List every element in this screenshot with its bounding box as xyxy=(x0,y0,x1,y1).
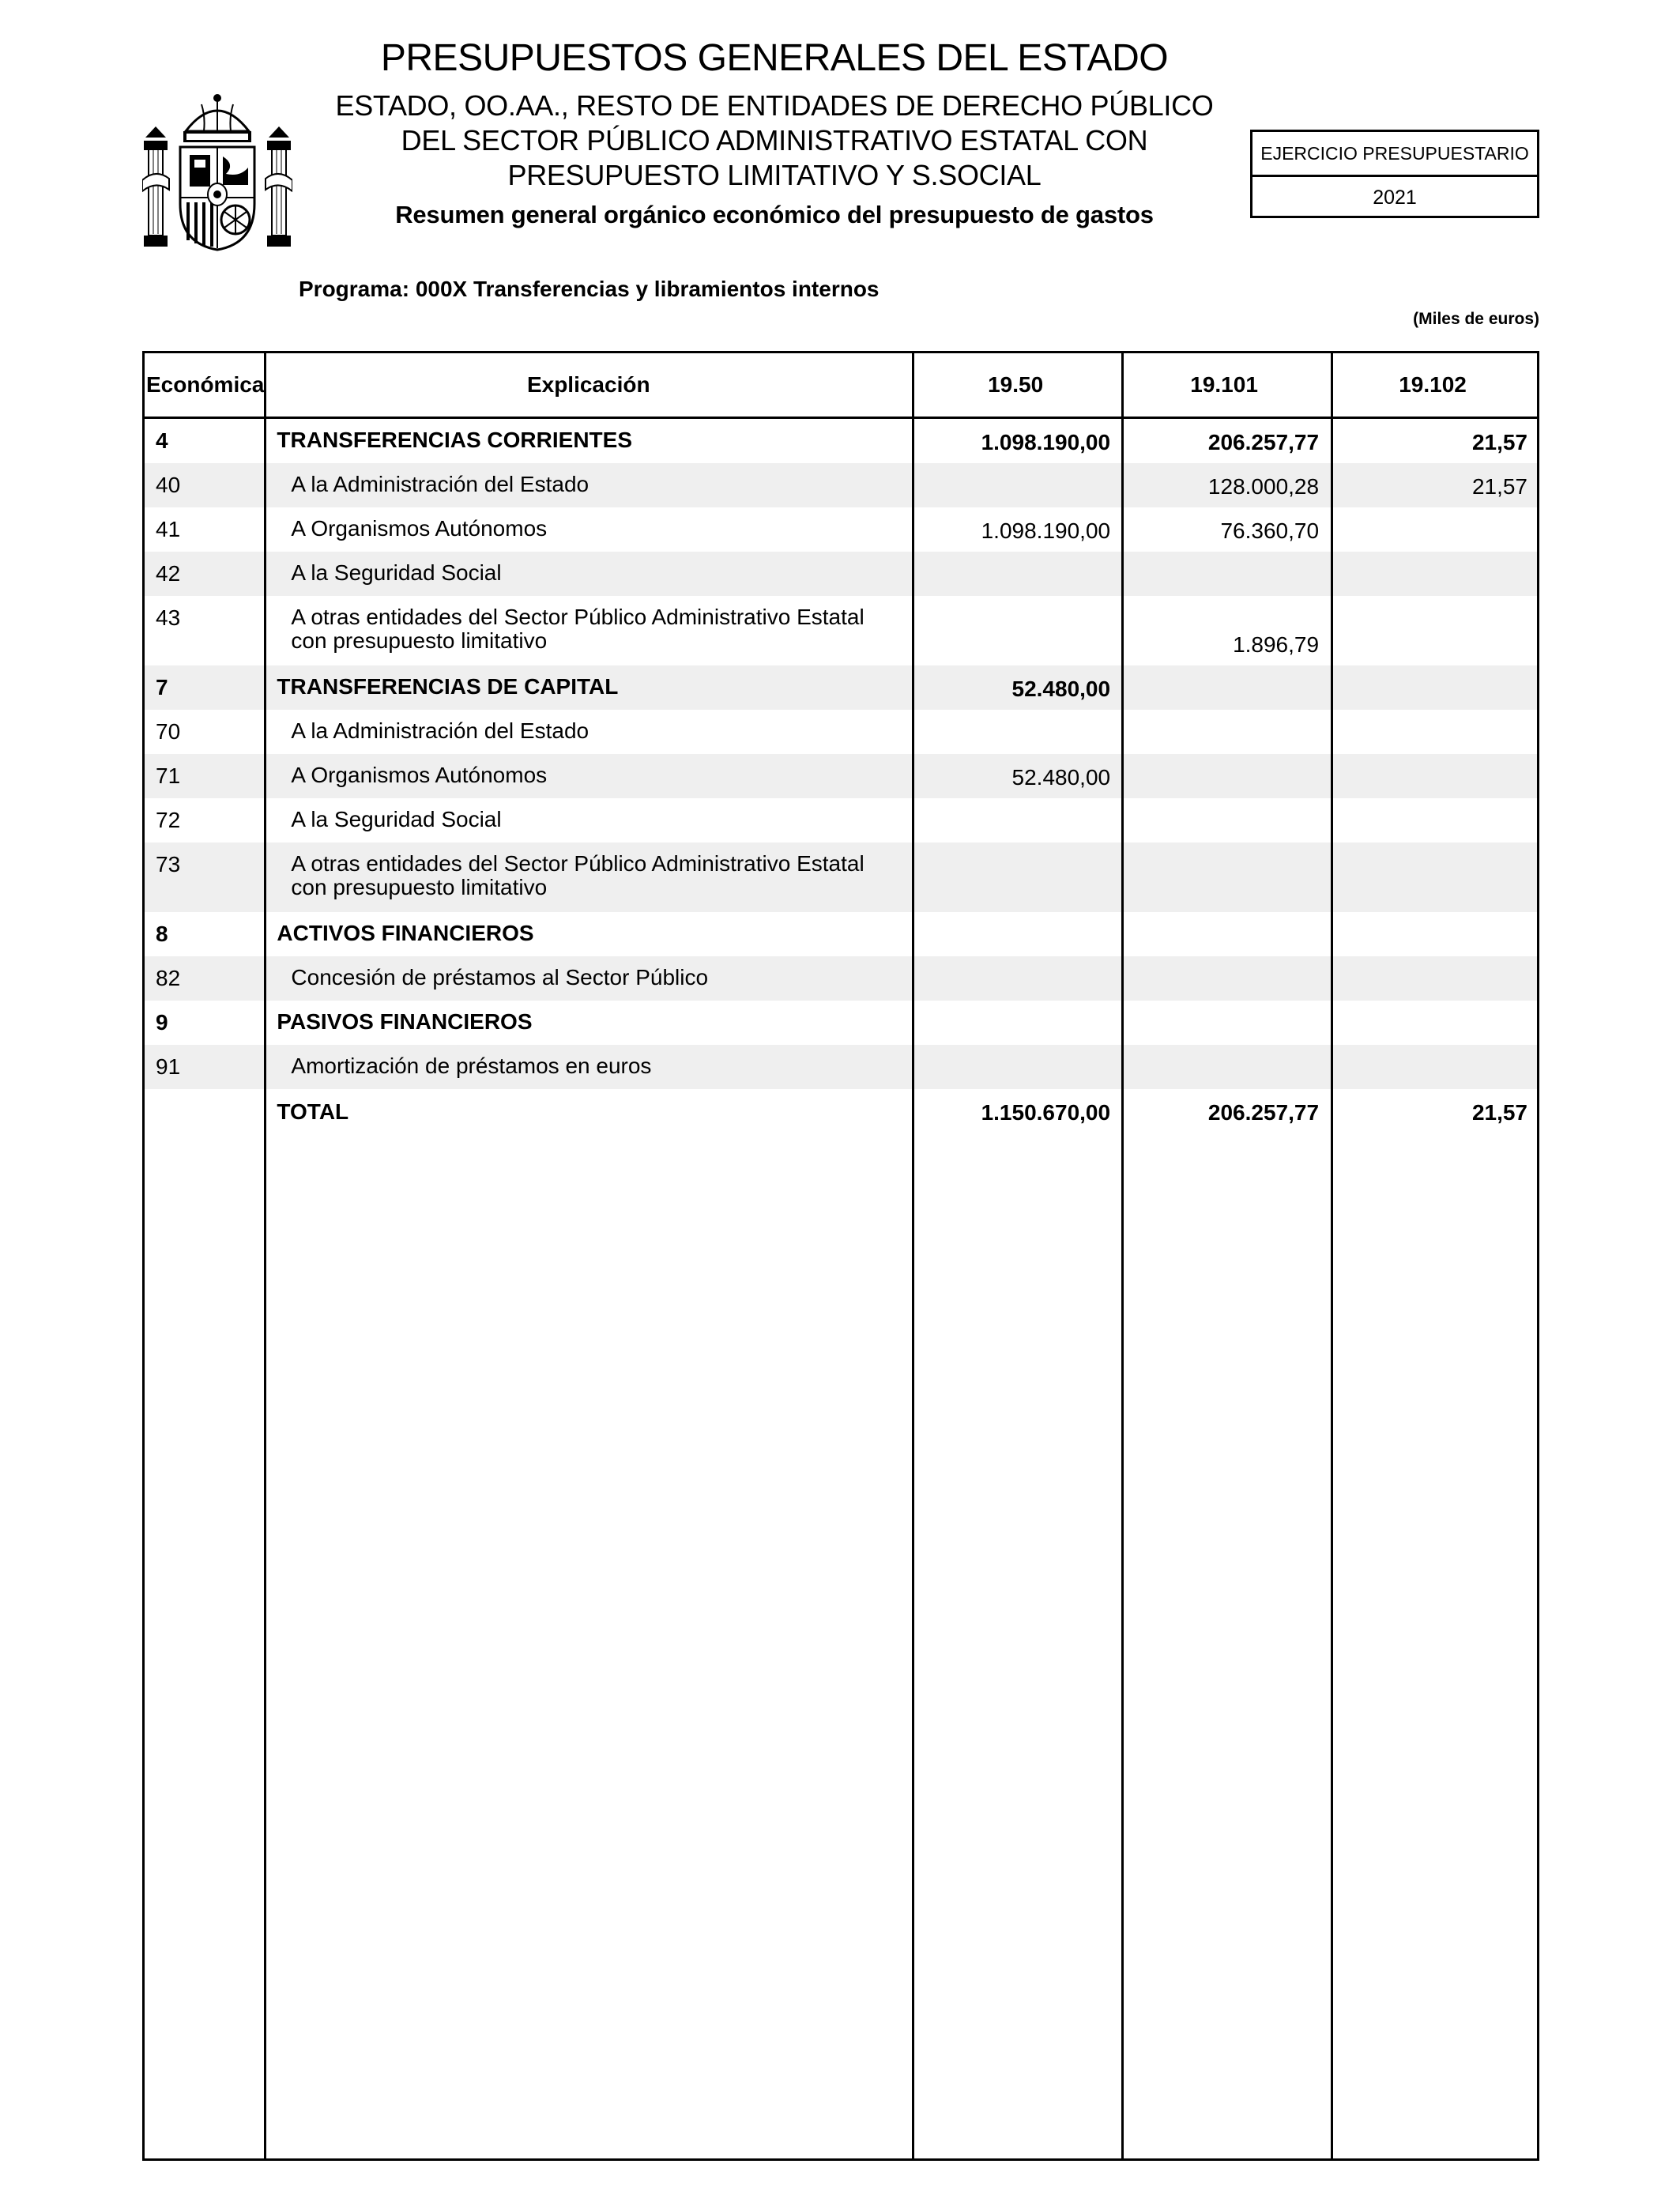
document-title: PRESUPUESTOS GENERALES DEL ESTADO xyxy=(380,37,1169,79)
table-row xyxy=(145,798,1537,843)
programa-label: Programa: 000X Transferencias y libramientos internos xyxy=(299,277,880,301)
cell-explicacion xyxy=(266,552,911,596)
explicacion-line: TRANSFERENCIAS DE CAPITAL xyxy=(277,674,619,699)
table-row xyxy=(145,912,1537,956)
explicacion-line: con presupuesto limitativo xyxy=(291,875,548,899)
cell-explicacion xyxy=(266,507,911,552)
table-row xyxy=(145,1001,1537,1045)
cell-explicacion xyxy=(266,419,911,463)
coat-of-arms-spain-icon xyxy=(142,93,292,255)
column-divider xyxy=(264,353,266,2158)
cell-economica xyxy=(145,1089,266,1137)
document-subtitle xyxy=(300,89,1249,193)
cell-19-102 xyxy=(1328,956,1537,1001)
table-header xyxy=(145,353,1537,417)
cell-19-50 xyxy=(911,912,1120,956)
table-row xyxy=(145,843,1537,912)
column-header-19-101: 19.101 xyxy=(1190,372,1258,397)
explicacion-line: A la Administración del Estado xyxy=(291,472,590,496)
cell-19-101 xyxy=(1120,798,1328,843)
cell-19-101 xyxy=(1120,710,1328,754)
cell-19-50 xyxy=(911,1001,1120,1045)
total-label: TOTAL xyxy=(277,1099,349,1124)
table-row xyxy=(145,1045,1537,1089)
cell-economica: 7 xyxy=(156,675,168,699)
cell-economica: 8 xyxy=(156,922,168,946)
explicacion-line: A otras entidades del Sector Público Administrativo Estatal xyxy=(291,851,864,876)
cell-economica: 71 xyxy=(156,763,181,788)
cell-19-50: 1.098.190,00 xyxy=(981,518,1111,543)
table-body xyxy=(145,419,1537,1137)
cell-19-50: 52.480,00 xyxy=(1011,765,1111,790)
column-divider xyxy=(1331,353,1333,2158)
cell-19-50 xyxy=(911,710,1120,754)
cell-19-101 xyxy=(1120,912,1328,956)
cell-economica: 4 xyxy=(156,428,168,453)
cell-explicacion xyxy=(266,1001,911,1045)
explicacion-line: PASIVOS FINANCIEROS xyxy=(277,1009,533,1034)
total-19-102: 21,57 xyxy=(1471,1100,1528,1125)
subtitle-line: PRESUPUESTO LIMITATIVO Y S.SOCIAL xyxy=(507,159,1042,191)
cell-explicacion xyxy=(266,596,911,665)
cell-19-102 xyxy=(1328,1001,1537,1045)
column-header-economica: Económica xyxy=(146,372,265,397)
explicacion-line: Amortización de préstamos en euros xyxy=(291,1054,652,1078)
cell-19-101 xyxy=(1120,843,1328,912)
explicacion-line: ACTIVOS FINANCIEROS xyxy=(277,921,534,945)
cell-economica: 82 xyxy=(156,966,181,990)
cell-19-101: 206.257,77 xyxy=(1207,430,1320,454)
cell-19-50 xyxy=(911,1045,1120,1089)
table-row xyxy=(145,754,1537,798)
cell-19-101: 128.000,28 xyxy=(1207,474,1320,499)
cell-19-101 xyxy=(1120,956,1328,1001)
cell-economica: 40 xyxy=(156,473,181,497)
column-divider xyxy=(1121,353,1124,2158)
cell-explicacion xyxy=(266,754,911,798)
cell-19-102 xyxy=(1328,754,1537,798)
cell-19-102 xyxy=(1328,843,1537,912)
cell-19-102 xyxy=(1328,798,1537,843)
cell-19-101 xyxy=(1120,552,1328,596)
cell-19-102 xyxy=(1328,507,1537,552)
cell-economica: 41 xyxy=(156,517,181,541)
explicacion-line: con presupuesto limitativo xyxy=(291,628,548,653)
table-row xyxy=(145,463,1537,507)
total-19-101: 206.257,77 xyxy=(1207,1100,1320,1125)
cell-explicacion xyxy=(266,843,911,912)
exercise-year: 2021 xyxy=(1373,186,1417,209)
cell-19-101 xyxy=(1120,754,1328,798)
cell-explicacion xyxy=(266,463,911,507)
column-header-19-50: 19.50 xyxy=(988,372,1044,397)
table-row xyxy=(145,507,1537,552)
explicacion-line: TRANSFERENCIAS CORRIENTES xyxy=(277,428,633,452)
explicacion-line: A otras entidades del Sector Público Administrativo Estatal xyxy=(291,605,864,629)
cell-19-102: 21,57 xyxy=(1471,430,1528,454)
subtitle-line: ESTADO, OO.AA., RESTO DE ENTIDADES DE DERECHO PÚBLICO xyxy=(335,89,1214,122)
cell-19-101 xyxy=(1120,1045,1328,1089)
explicacion-line: A la Seguridad Social xyxy=(291,807,502,831)
budget-table xyxy=(142,351,1539,2161)
cell-19-102: 21,57 xyxy=(1471,474,1528,499)
table-row xyxy=(145,956,1537,1001)
cell-19-50 xyxy=(911,956,1120,1001)
explicacion-line: A Organismos Autónomos xyxy=(291,763,548,787)
cell-19-102 xyxy=(1328,710,1537,754)
cell-economica: 42 xyxy=(156,561,181,586)
cell-economica: 70 xyxy=(156,719,181,744)
table-row xyxy=(145,665,1537,710)
cell-19-50 xyxy=(911,596,1120,665)
cell-19-101 xyxy=(1120,1001,1328,1045)
subtitle-line: DEL SECTOR PÚBLICO ADMINISTRATIVO ESTATAL CON xyxy=(401,124,1148,156)
cell-19-102 xyxy=(1328,665,1537,710)
cell-economica: 9 xyxy=(156,1010,168,1035)
explicacion-line: A Organismos Autónomos xyxy=(291,516,548,541)
table-row xyxy=(145,552,1537,596)
cell-19-50 xyxy=(911,843,1120,912)
cell-explicacion xyxy=(266,665,911,710)
exercise-box xyxy=(1250,130,1539,218)
cell-19-101: 1.896,79 xyxy=(1233,632,1320,657)
column-header-explicacion: Explicación xyxy=(526,372,650,397)
cell-19-50: 52.480,00 xyxy=(1011,677,1111,701)
cell-19-102 xyxy=(1328,1045,1537,1089)
units-label: (Miles de euros) xyxy=(1413,310,1539,328)
cell-19-50 xyxy=(911,552,1120,596)
cell-explicacion xyxy=(266,912,911,956)
cell-19-102 xyxy=(1328,912,1537,956)
explicacion-line: A la Seguridad Social xyxy=(291,560,502,585)
cell-19-102 xyxy=(1328,552,1537,596)
cell-19-50 xyxy=(911,463,1120,507)
cell-explicacion xyxy=(266,710,911,754)
cell-economica: 91 xyxy=(156,1054,181,1079)
cell-19-50: 1.098.190,00 xyxy=(981,430,1111,454)
cell-19-101 xyxy=(1120,665,1328,710)
cell-19-50 xyxy=(911,798,1120,843)
cell-explicacion xyxy=(266,1045,911,1089)
document-header xyxy=(300,35,1249,231)
table-row xyxy=(145,596,1537,665)
column-divider xyxy=(912,353,914,2158)
cell-explicacion xyxy=(266,798,911,843)
column-header-19-102: 19.102 xyxy=(1399,372,1467,397)
cell-economica: 43 xyxy=(156,605,181,630)
total-19-50: 1.150.670,00 xyxy=(981,1100,1111,1125)
document-description: Resumen general orgánico económico del presupuesto de gastos xyxy=(395,201,1154,228)
cell-19-102 xyxy=(1328,596,1537,665)
table-row xyxy=(145,419,1537,463)
exercise-label: EJERCICIO PRESUPUESTARIO xyxy=(1252,132,1537,177)
cell-economica: 73 xyxy=(156,852,181,876)
explicacion-line: Concesión de préstamos al Sector Público xyxy=(291,965,709,990)
cell-19-101: 76.360,70 xyxy=(1220,518,1320,543)
cell-explicacion xyxy=(266,956,911,1001)
total-row xyxy=(145,1089,1537,1137)
table-row xyxy=(145,710,1537,754)
explicacion-line: A la Administración del Estado xyxy=(291,718,590,743)
cell-economica: 72 xyxy=(156,808,181,832)
